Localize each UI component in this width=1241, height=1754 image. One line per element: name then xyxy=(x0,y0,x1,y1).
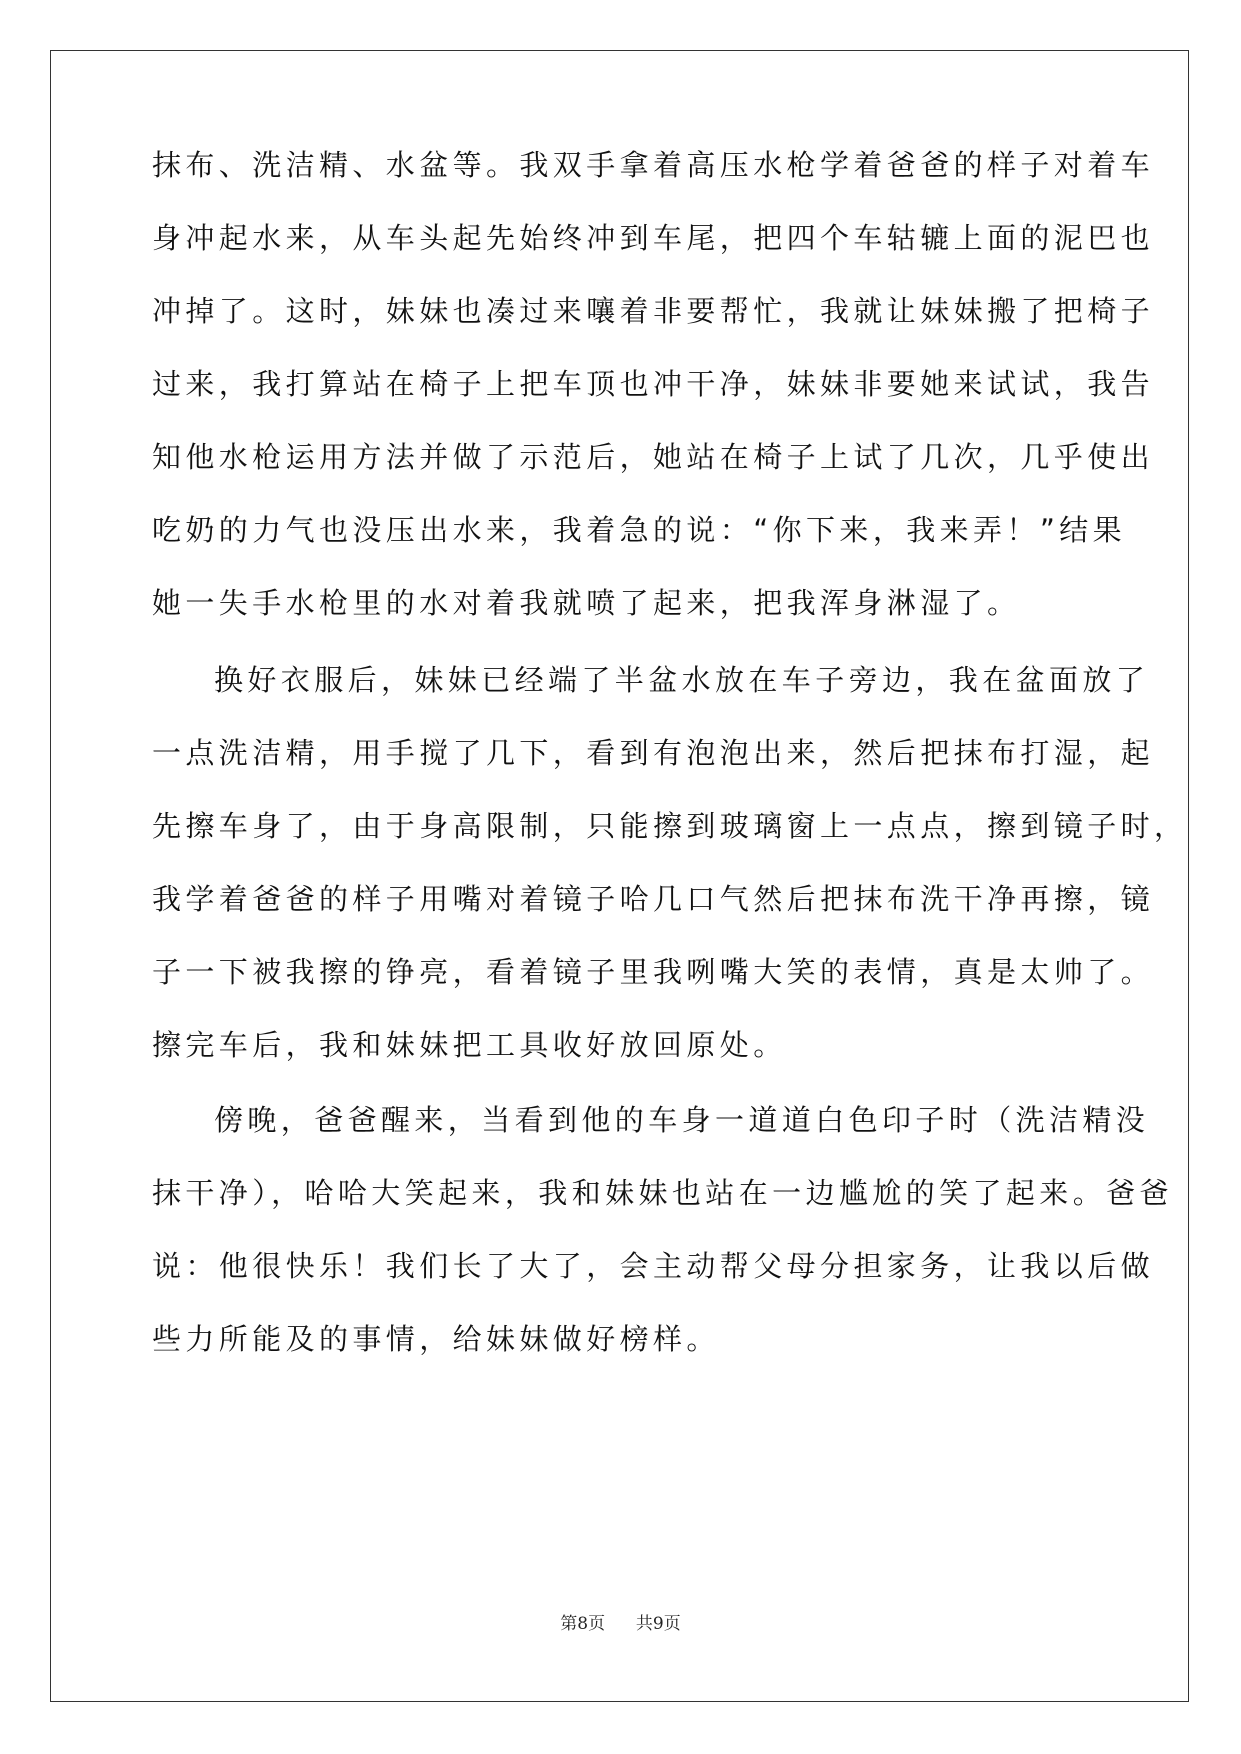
current-page-label: 第8页 xyxy=(560,1614,606,1634)
total-pages-label: 共9页 xyxy=(635,1614,681,1634)
text-line: 我学着爸爸的样子用嘴对着镜子哈几口气然后把抹布洗干净再擦，镜 xyxy=(152,882,1155,916)
text-line: 一点洗洁精，用手搅了几下，看到有泡泡出来，然后把抹布打湿，起 xyxy=(152,736,1155,770)
text-line: 擦完车后，我和妹妹把工具收好放回原处。 xyxy=(152,1028,787,1062)
text-line: 过来，我打算站在椅子上把车顶也冲干净，妹妹非要她来试试，我告 xyxy=(152,367,1155,401)
text-line: 冲掉了。这时，妹妹也凑过来嚷着非要帮忙，我就让妹妹搬了把椅子 xyxy=(152,294,1155,328)
page-footer xyxy=(0,1612,1241,1636)
text-line: 吃奶的力气也没压出水来，我着急的说：“你下来，我来弄！”结果 xyxy=(152,513,1127,547)
text-line: 抹布、洗洁精、水盆等。我双手拿着高压水枪学着爸爸的样子对着车 xyxy=(152,148,1155,182)
text-line: 些力所能及的事情，给妹妹做好榜样。 xyxy=(152,1322,720,1356)
text-line: 傍晚，爸爸醒来，当看到他的车身一道道白色印子时（洗洁精没 xyxy=(214,1103,1150,1137)
text-line: 知他水枪运用方法并做了示范后，她站在椅子上试了几次，几乎使出 xyxy=(152,440,1155,474)
text-line: 先擦车身了，由于身高限制，只能擦到玻璃窗上一点点，擦到镜子时， xyxy=(152,809,1188,843)
text-line: 说：他很快乐！我们长了大了，会主动帮父母分担家务，让我以后做 xyxy=(152,1249,1155,1283)
text-line: 子一下被我擦的铮亮，看着镜子里我咧嘴大笑的表情，真是太帅了。 xyxy=(152,955,1155,989)
text-line: 她一失手水枪里的水对着我就喷了起来，把我浑身淋湿了。 xyxy=(152,586,1021,620)
text-line: 换好衣服后，妹妹已经端了半盆水放在车子旁边，我在盆面放了 xyxy=(214,663,1150,697)
text-line: 身冲起水来，从车头起先始终冲到车尾，把四个车轱辘上面的泥巴也 xyxy=(152,221,1155,255)
text-line: 抹干净），哈哈大笑起来，我和妹妹也站在一边尴尬的笑了起来。爸爸 xyxy=(152,1176,1173,1210)
